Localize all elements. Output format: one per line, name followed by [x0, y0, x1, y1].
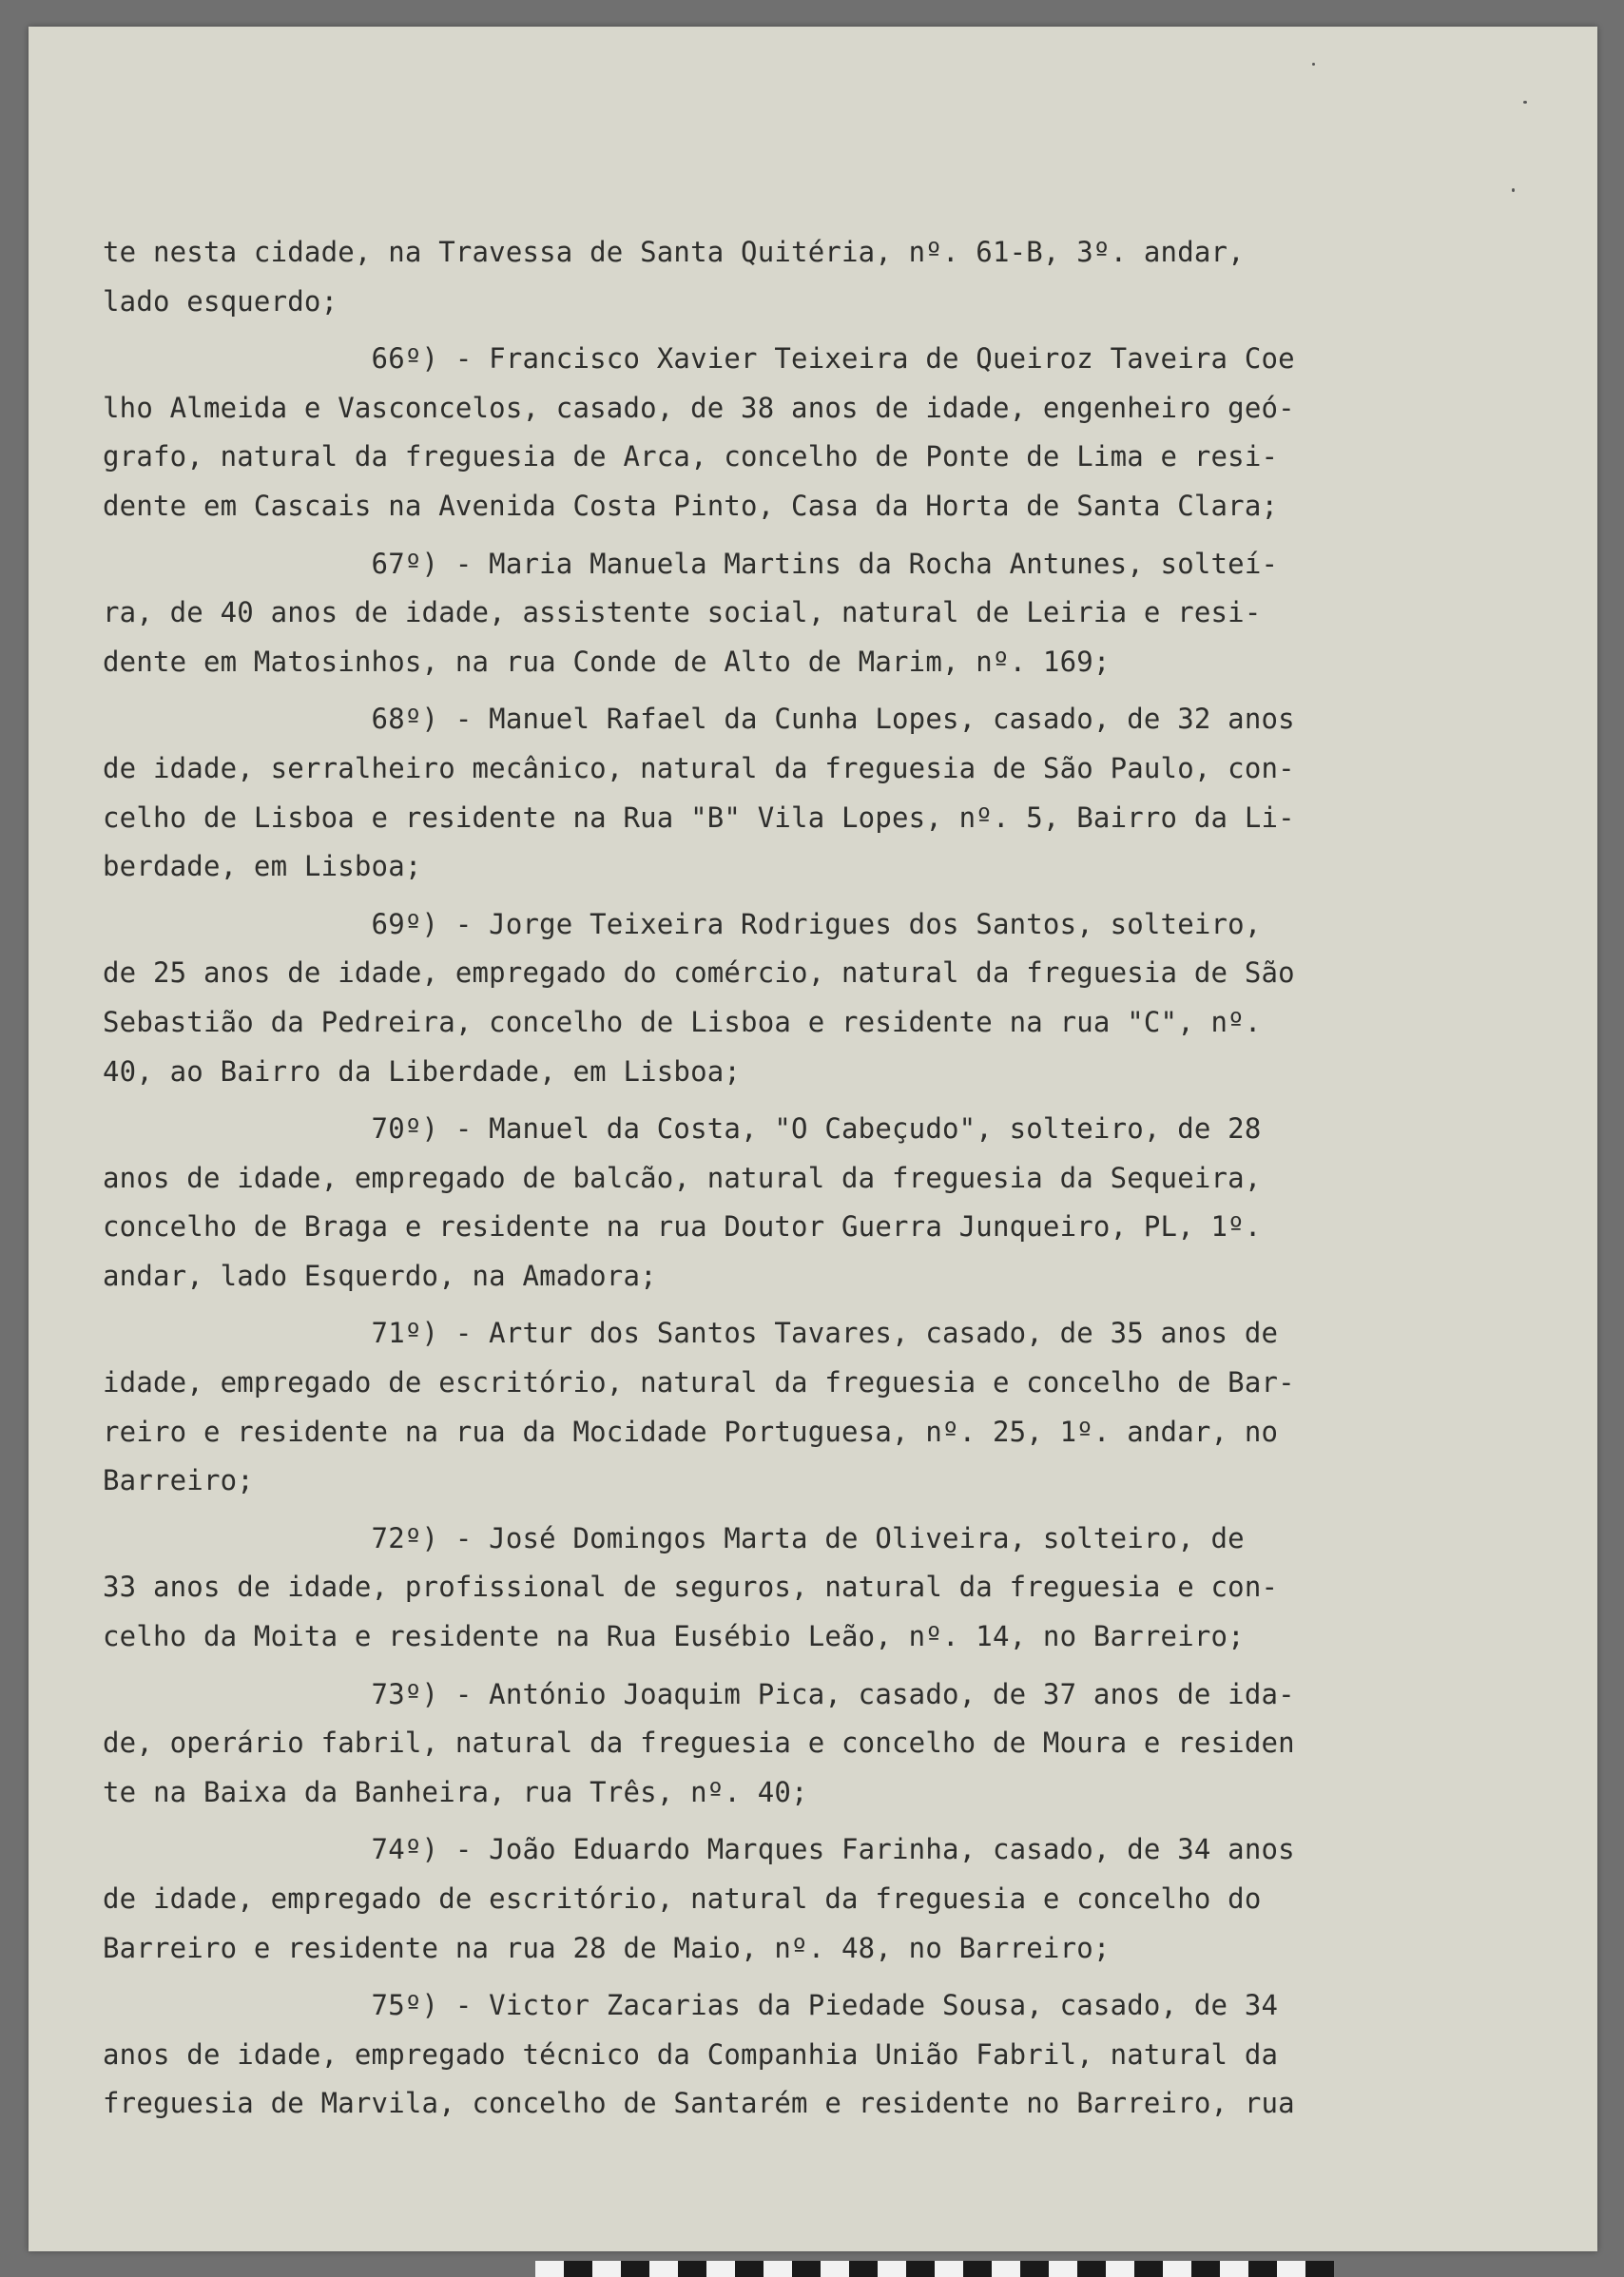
paragraph-gap [103, 1506, 1348, 1515]
text-line: de, operário fabril, natural da freguesia e concelho de Moura e residen [103, 1727, 1295, 1760]
paragraph-gap [103, 686, 1348, 695]
paragraph-gap [103, 1817, 1348, 1825]
paper-speck [1512, 188, 1515, 192]
text-line: 66º) - Francisco Xavier Teixeira de Queiroz Taveira Coe [103, 342, 1295, 376]
text-line: grafo, natural da freguesia de Arca, concelho de Ponte de Lima e resi- [103, 440, 1279, 473]
paragraph-gap [103, 1973, 1348, 1981]
text-line: 33 anos de idade, profissional de seguros, natural da freguesia e con- [103, 1571, 1279, 1604]
text-line: dente em Cascais na Avenida Costa Pinto, Casa da Horta de Santa Clara; [103, 489, 1279, 522]
text-line: de 25 anos de idade, empregado do comércio, natural da freguesia de São [103, 956, 1295, 990]
typewritten-text [103, 228, 1348, 2129]
text-line: idade, empregado de escritório, natural da freguesia e concelho de Bar- [103, 1366, 1295, 1399]
scale-ruler-tick [1227, 2261, 1229, 2277]
paper-sheet [29, 27, 1597, 2251]
text-line: 40, ao Bairro da Liberdade, em Lisboa; [103, 1054, 742, 1088]
text-line: 71º) - Artur dos Santos Tavares, casado, de 35 anos de [103, 1317, 1279, 1350]
text-line: dente em Matosinhos, na rua Conde de Alto de Marim, nº. 169; [103, 645, 1111, 678]
text-line: de idade, serralheiro mecânico, natural da freguesia de São Paulo, con- [103, 751, 1295, 784]
paragraph-gap [103, 1301, 1348, 1309]
text-line: 69º) - Jorge Teixeira Rodrigues dos Santos, solteiro, [103, 907, 1262, 940]
text-line: 73º) - António Joaquim Pica, casado, de 37 anos de ida- [103, 1677, 1295, 1710]
text-line: 75º) - Victor Zacarias da Piedade Sousa, casado, de 34 [103, 1989, 1279, 2022]
text-line: anos de idade, empregado técnico da Companhia União Fabril, natural da [103, 2037, 1279, 2071]
paragraph-gap [103, 892, 1348, 900]
paragraph-gap [103, 531, 1348, 540]
paper-speck [1523, 101, 1527, 104]
text-line: Sebastião da Pedreira, concelho de Lisboa e residente na rua "C", nº. [103, 1005, 1262, 1038]
text-line: anos de idade, empregado de balcão, natural da freguesia da Sequeira, [103, 1161, 1262, 1194]
text-line: 70º) - Manuel da Costa, "O Cabeçudo", solteiro, de 28 [103, 1112, 1262, 1146]
scale-ruler [535, 2261, 1334, 2277]
text-line: freguesia de Marvila, concelho de Santarém e residente no Barreiro, rua [103, 2087, 1295, 2120]
text-line: celho de Lisboa e residente na Rua "B" Vila Lopes, nº. 5, Bairro da Li- [103, 801, 1295, 834]
text-line: andar, lado Esquerdo, na Amadora; [103, 1259, 657, 1292]
text-line: berdade, em Lisboa; [103, 850, 422, 883]
text-line: lado esquerdo; [103, 284, 338, 318]
text-line: 67º) - Maria Manuela Martins da Rocha Antunes, solteí- [103, 547, 1279, 580]
text-line: te na Baixa da Banheira, rua Três, nº. 40; [103, 1775, 808, 1808]
text-line: celho da Moita e residente na Rua Eusébio Leão, nº. 14, no Barreiro; [103, 1620, 1245, 1653]
paragraph-gap [103, 1096, 1348, 1105]
text-line: reiro e residente na rua da Mocidade Portuguesa, nº. 25, 1º. andar, no [103, 1415, 1279, 1448]
text-line: concelho de Braga e residente na rua Doutor Guerra Junqueiro, PL, 1º. [103, 1210, 1262, 1244]
paper-speck [1312, 63, 1315, 66]
text-line: Barreiro; [103, 1464, 254, 1497]
text-line: 74º) - João Eduardo Marques Farinha, casado, de 34 anos [103, 1833, 1295, 1866]
text-line: lho Almeida e Vasconcelos, casado, de 38 anos de idade, engenheiro geó- [103, 391, 1295, 424]
text-line: 72º) - José Domingos Marta de Oliveira, solteiro, de [103, 1521, 1245, 1554]
text-line: de idade, empregado de escritório, natural da freguesia e concelho do [103, 1882, 1262, 1915]
text-line: te nesta cidade, na Travessa de Santa Quitéria, nº. 61-B, 3º. andar, [103, 236, 1245, 268]
paragraph-gap [103, 326, 1348, 335]
paragraph-gap [103, 1662, 1348, 1670]
text-line: 68º) - Manuel Rafael da Cunha Lopes, casado, de 32 anos [103, 703, 1295, 736]
text-line: ra, de 40 anos de idade, assistente social, natural de Leiria e resi- [103, 596, 1262, 629]
text-line: Barreiro e residente na rua 28 de Maio, nº. 48, no Barreiro; [103, 1931, 1111, 1964]
